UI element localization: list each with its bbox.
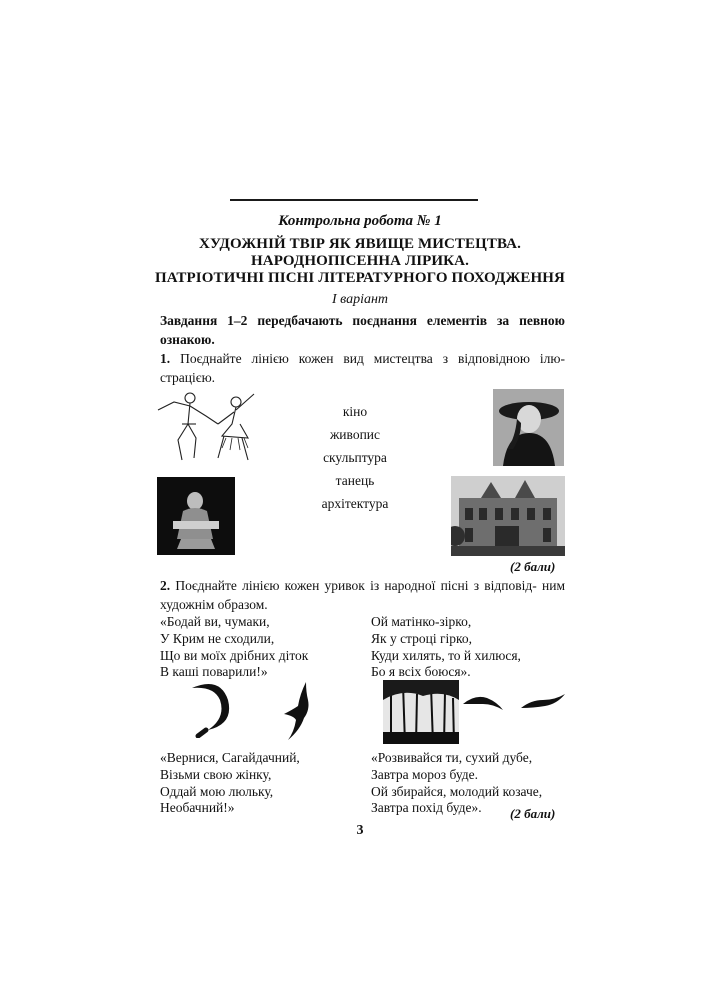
verse-line: Бо я всіх боюся». bbox=[371, 664, 471, 680]
verse-line: Оддай мою люльку, bbox=[160, 783, 274, 799]
verse-line: Куди хилять, то й хилюся, bbox=[371, 647, 521, 663]
architecture-photo bbox=[451, 476, 565, 556]
verse-chumaky bbox=[160, 614, 308, 681]
task1-body: Поєднайте лінією кожен вид мистецтва з відповідною ілю- страцією. bbox=[160, 351, 565, 385]
verse-line: «Вернися, Сагайдачний, bbox=[160, 750, 300, 765]
dancers-illustration bbox=[152, 388, 264, 468]
title-rule bbox=[230, 199, 478, 201]
art-word-dance: танець bbox=[335, 473, 375, 488]
verse-line: «Бодай ви, чумаки, bbox=[160, 614, 270, 629]
bird-silhouettes bbox=[461, 684, 567, 718]
sickle-illustration bbox=[186, 680, 234, 738]
page-number: 3 bbox=[356, 823, 364, 838]
task1-text bbox=[160, 349, 565, 387]
work-title: Контрольна робота № 1 bbox=[278, 213, 442, 229]
task2-points: (2 бали) bbox=[510, 806, 556, 821]
verse-line: Завтра мороз буде. bbox=[371, 766, 478, 782]
variant-label: І варіант bbox=[331, 292, 389, 307]
seagull-illustration bbox=[278, 680, 314, 742]
verse-line: В каші поварили!» bbox=[160, 664, 268, 680]
verse-sahaidachnyi bbox=[160, 750, 300, 817]
task2-number: 2. bbox=[160, 578, 171, 593]
verse-line: Як у строці гірко, bbox=[371, 630, 473, 646]
verse-matinko bbox=[371, 614, 521, 681]
sculpture-photo bbox=[157, 477, 235, 555]
verse-line: Що ви моїх дрібних діток bbox=[160, 647, 309, 663]
verse-line: Ой збирайся, молодий козаче, bbox=[371, 783, 543, 799]
task1-number: 1. bbox=[160, 351, 171, 366]
verse-line: Ой матінко-зірко, bbox=[371, 614, 472, 629]
heading-line-1: ХУДОЖНІЙ ТВІР ЯК ЯВИЩЕ МИСТЕЦТВА. bbox=[199, 236, 521, 252]
task1-points: (2 бали) bbox=[510, 559, 556, 574]
verse-line: Візьми свою жінку, bbox=[160, 766, 272, 782]
art-word-sculpture: скульптура bbox=[323, 450, 387, 465]
topic-heading bbox=[110, 236, 610, 287]
art-word-cinema: кіно bbox=[342, 404, 368, 419]
verse-line: Необачний!» bbox=[160, 800, 235, 816]
task2-text bbox=[160, 576, 565, 614]
art-word-architecture: архітектура bbox=[321, 496, 389, 511]
instruction-text: Завдання 1–2 передбачають поєднання елементів за певною ознакою. bbox=[160, 313, 565, 347]
task2-body: Поєднайте лінією кожен уривок із народної пісні з відповід- ним художнім образом. bbox=[160, 578, 565, 612]
heading-line-2: НАРОДНОПІСЕННА ЛІРИКА. bbox=[251, 253, 469, 269]
verse-line: «Розвивайся ти, сухий дубе, bbox=[371, 750, 533, 765]
forest-photo bbox=[383, 680, 459, 744]
cinema-photo bbox=[493, 389, 564, 466]
verse-line: Завтра похід буде». bbox=[371, 800, 482, 816]
heading-line-3: ПАТРІОТИЧНІ ПІСНІ ЛІТЕРАТУРНОГО ПОХОДЖЕННЯ bbox=[155, 270, 565, 286]
art-word-painting: живопис bbox=[329, 427, 381, 442]
verse-line: У Крим не сходили, bbox=[160, 630, 275, 646]
